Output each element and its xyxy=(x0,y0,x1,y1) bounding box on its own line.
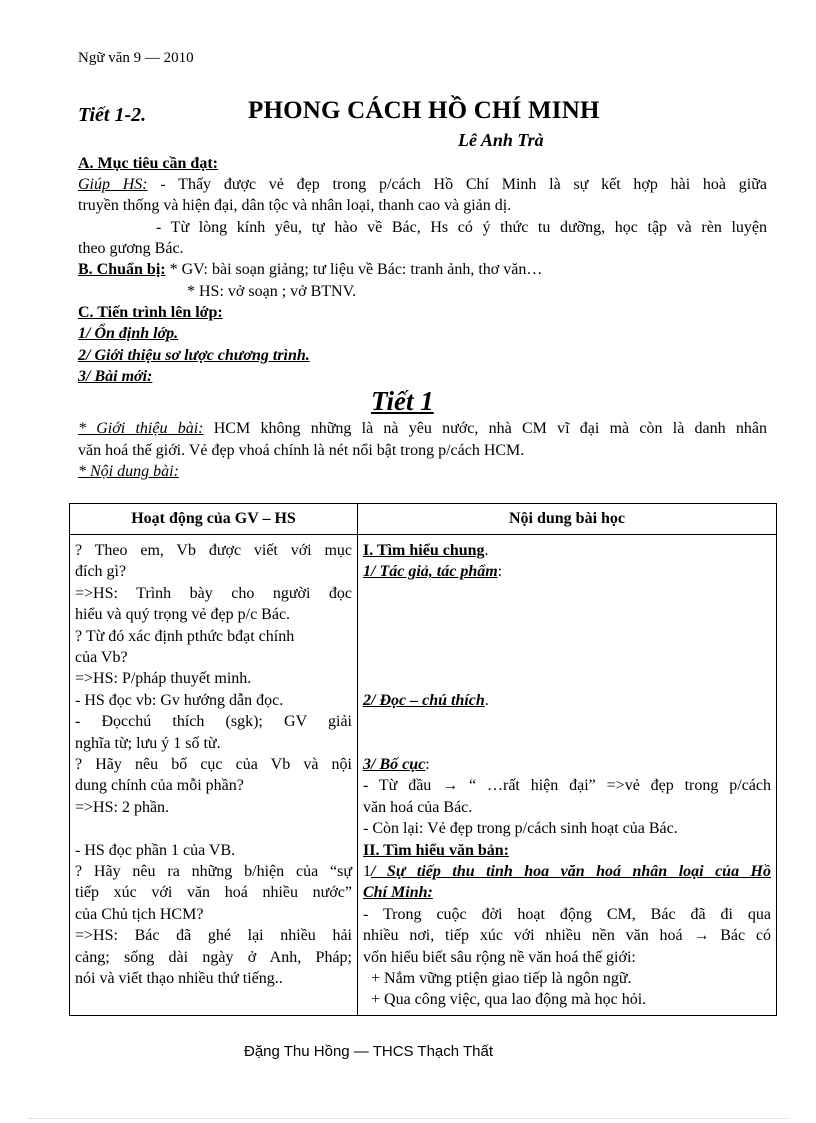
page-footer: Đặng Thu Hồng — THCS Thạch Thất xyxy=(244,1043,494,1060)
section-heading: II. Tìm hiểu văn bản: xyxy=(363,841,509,859)
table-line: vốn hiểu biết sâu rộng nề văn hoá thế giới: xyxy=(363,948,636,966)
col-activities-header: Hoạt động của GV – HS xyxy=(70,504,358,535)
table-line: của Chủ tịch HCM? xyxy=(75,905,204,923)
table-header-row xyxy=(70,504,777,535)
table-line: nhiều nơi, tiếp xúc với nhiều nền văn hoá → Bác có xyxy=(363,927,771,945)
page-header: Ngữ văn 9 — 2010 xyxy=(78,50,194,66)
section-a-line3: - Từ lòng kính yêu, tự hào về Bác, Hs có ý thức tu dưỡng, học tập và rèn luyện xyxy=(156,219,767,236)
author: Lê Anh Trà xyxy=(458,130,544,150)
table-line: hiểu và quý trọng vẻ đẹp p/c Bác. xyxy=(75,606,291,624)
table-line: - HS đọc phần 1 của VB. xyxy=(75,841,236,859)
table-line: - Đọcchú thích (sgk); GV giải xyxy=(75,713,352,731)
table-line: - Trong cuộc đời hoạt động CM, Bác đã đi qua xyxy=(363,905,771,923)
section-c-step1: 1/ Ổn định lớp. xyxy=(78,325,179,342)
page-title: PHONG CÁCH HỒ CHÍ MINH xyxy=(248,97,600,124)
table-line: - HS đọc vb: Gv hướng dẫn đọc. xyxy=(75,691,284,709)
table-line: tiếp xúc với văn hoá nhiều nước” xyxy=(75,884,352,902)
lesson-label: Tiết 1-2. xyxy=(78,104,147,126)
table-line: =>HS: Bác đã ghé lại nhiều hải xyxy=(75,927,352,945)
table-body-row xyxy=(70,535,777,1016)
subsection-heading: 1/ Tác giả, tác phẩm: xyxy=(363,563,503,581)
table-line: đích gì? xyxy=(75,563,127,581)
table-line: dung chính của mỗi phần? xyxy=(75,777,244,795)
table-line: ? Hãy nêu bố cục của Vb và nội xyxy=(75,756,352,774)
subsection-heading: Chí Minh: xyxy=(363,884,433,902)
subsection-heading: 1/ Sự tiếp thu tinh hoa văn hoá nhân loại của Hồ xyxy=(363,862,771,880)
table-line: ? Từ đó xác định pthức bđạt chính xyxy=(75,627,295,645)
table-line: - Từ đầu → “ …rất hiện đại” =>vẻ đẹp trong p/cách xyxy=(363,777,771,795)
section-c-step2: 2/ Giới thiệu sơ lược chương trình. xyxy=(78,347,310,364)
table-line: - Còn lại: Vẻ đẹp trong p/cách sinh hoạt của Bác. xyxy=(363,820,678,838)
table-line: =>HS: Trình bày cho người đọc xyxy=(75,584,352,602)
section-c-heading: C. Tiến trình lên lớp: xyxy=(78,304,223,321)
intro-line2: văn hoá thế giới. Vẻ đẹp vhoá chính là nét nổi bật trong p/cách HCM. xyxy=(78,442,525,459)
section-b-hs: * HS: vở soạn ; vở BTNV. xyxy=(187,283,357,300)
table-line: =>HS: P/pháp thuyết minh. xyxy=(75,670,252,688)
period-heading: Tiết 1 xyxy=(371,386,434,416)
page-edge-divider xyxy=(28,1118,788,1119)
section-c-step3: 3/ Bài mới: xyxy=(78,368,153,385)
subsection-heading: 2/ Đọc – chú thích. xyxy=(363,691,489,709)
table-line: văn hoá của Bác. xyxy=(363,798,473,816)
table-line: + Qua công việc, qua lao động mà học hỏi. xyxy=(371,991,647,1009)
intro-line1: * Giới thiệu bài: HCM không những là nà yêu nước, nhà CM vĩ đại mà còn là danh nhân xyxy=(78,420,767,437)
table-line: =>HS: 2 phần. xyxy=(75,798,170,816)
table-line: ? Theo em, Vb được viết với mục xyxy=(75,542,352,559)
lesson-table xyxy=(69,503,777,1016)
section-a-line4: theo gương Bác. xyxy=(78,240,184,257)
content-cell xyxy=(358,535,777,1016)
table-line: nói và viết thạo nhiều thứ tiếng.. xyxy=(75,970,283,988)
col-content-header: Nội dung bài học xyxy=(358,504,777,535)
section-a-heading: A. Mục tiêu cần đạt: xyxy=(78,155,218,172)
table-line: nghĩa từ; lưu ý 1 số từ. xyxy=(75,734,221,752)
table-line: cảng; sống dài ngày ở Anh, Pháp; xyxy=(75,948,352,966)
subsection-heading: 3/ Bố cục: xyxy=(363,755,430,773)
table-line: của Vb? xyxy=(75,649,128,667)
section-heading: I. Tìm hiểu chung. xyxy=(363,542,489,559)
table-line: + Nắm vững ptiện giao tiếp là ngôn ngữ. xyxy=(371,970,632,988)
table-line: ? Hãy nêu ra những b/hiện của “sự xyxy=(75,863,352,881)
section-b-gv: B. Chuẩn bị: * GV: bài soạn giảng; tư liệu về Bác: tranh ảnh, thơ văn… xyxy=(78,261,543,278)
activities-cell xyxy=(70,535,358,1016)
section-a-line2: truyền thống và hiện đại, dân tộc và nhân loại, thanh cao và giản dị. xyxy=(78,197,512,214)
section-a-line1: Giúp HS: - Thấy được vẻ đẹp trong p/cách Hồ Chí Minh là sự kết hợp hài hoà giữa xyxy=(78,176,767,193)
content-label: * Nội dung bài: xyxy=(78,463,179,480)
